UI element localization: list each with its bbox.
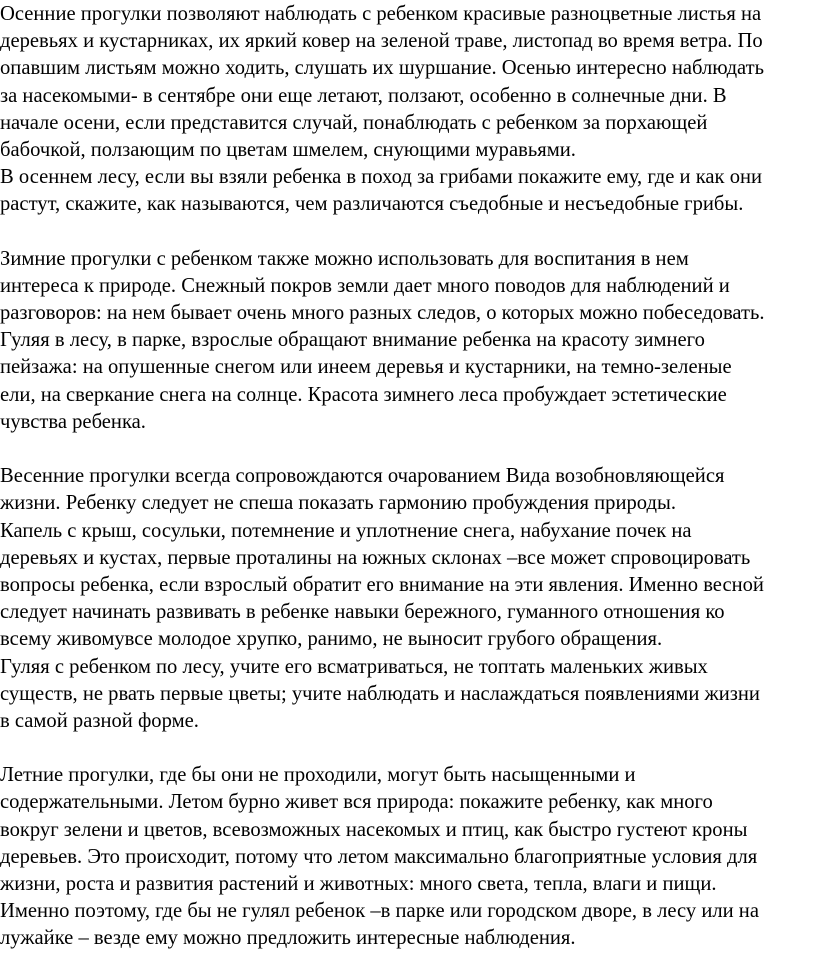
text-line: бабочкой, ползающим по цветам шмелем, снующими муравьями. <box>0 138 576 161</box>
text-line: деревьев. Это происходит, потому что летом максимально благоприятные условия для <box>0 845 758 868</box>
text-line: Весенние прогулки всегда сопровождаются очарованием Вида возобновляющейся <box>0 465 725 488</box>
text-line: всему живомувсе молодое хрупко, ранимо, не выносит грубого обращения. <box>0 628 663 651</box>
text-line: интереса к природе. Снежный покров земли дает много поводов для наблюдений и <box>0 274 730 297</box>
text-line: Гуляя с ребенком по лесу, учите его всматриваться, не топтать маленьких живых <box>0 655 708 678</box>
text-line: вокруг зелени и цветов, всевозможных насекомых и птиц, как быстро густеют кроны <box>0 818 748 841</box>
paragraph-spacer <box>0 735 816 762</box>
text-line: Зимние прогулки с ребенком также можно использовать для воспитания в нем <box>0 247 689 270</box>
paragraph-spacer <box>0 219 816 246</box>
text-line: существ, не рвать первые цветы; учите наблюдать и наслаждаться появлениями жизни <box>0 682 760 705</box>
text-line: чувства ребенка. <box>0 410 146 433</box>
text-line: опавшим листьям можно ходить, слушать их шуршание. Осенью интересно наблюдать <box>0 57 765 80</box>
text-line: растут, скажите, как называются, чем различаются съедобные и несъедобные грибы. <box>0 193 744 216</box>
text-line: содержательными. Летом бурно живет вся природа: покажите ребенку, как много <box>0 791 713 814</box>
text-line: начале осени, если представится случай, понаблюдать с ребенком за порхающей <box>0 111 708 134</box>
text-line: Гуляя в лесу, в парке, взрослые обращают внимание ребенка на красоту зимнего <box>0 329 705 352</box>
paragraph-summer <box>0 762 816 952</box>
text-line: ели, на сверкание снега на солнце. Красота зимнего леса пробуждает эстетические <box>0 383 727 406</box>
text-line: пейзажа: на опушенные снегом или инеем деревья и кустарники, на темно-зеленые <box>0 356 732 379</box>
text-line: в самой разной форме. <box>0 709 199 732</box>
text-line: лужайке – везде ему можно предложить интересные наблюдения. <box>0 927 576 950</box>
text-line: жизни. Ребенку следует не спеша показать гармонию пробуждения природы. <box>0 492 676 515</box>
text-line: вопросы ребенка, если взрослый обратит его внимание на эти явления. Именно весной <box>0 573 764 596</box>
text-line: Осенние прогулки позволяют наблюдать с ребенком красивые разноцветные листья на <box>0 3 762 25</box>
text-line: деревьях и кустарниках, их яркий ковер на зеленой траве, листопад во время ветра. По <box>0 30 763 53</box>
text-line: Именно поэтому, где бы не гулял ребенок –в парке или городском дворе, в лесу или на <box>0 900 759 923</box>
paragraph-spacer <box>0 436 816 463</box>
text-line: жизни, роста и развития растений и животных: много света, тепла, влаги и пищи. <box>0 873 717 895</box>
text-line: Летние прогулки, где бы они не проходили, могут быть насыщенными и <box>0 764 636 787</box>
text-line: деревьях и кустах, первые проталины на южных склонах –все может спровоцировать <box>0 546 751 569</box>
document-body <box>0 1 816 953</box>
paragraph-winter <box>0 246 816 436</box>
text-line: следует начинать развивать в ребенке навыки бережного, гуманного отношения ко <box>0 601 725 624</box>
paragraph-autumn <box>0 1 816 219</box>
text-line: Капель с крыш, сосульки, потемнение и уплотнение снега, набухание почек на <box>0 519 692 542</box>
paragraph-spring <box>0 463 816 735</box>
text-line: В осеннем лесу, если вы взяли ребенка в поход за грибами покажите ему, где и как они <box>0 166 763 189</box>
text-line: разговоров: на нем бывает очень много разных следов, о которых можно побеседовать. <box>0 302 765 325</box>
text-line: за насекомыми- в сентябре они еще летают, ползают, особенно в солнечные дни. В <box>0 84 727 107</box>
